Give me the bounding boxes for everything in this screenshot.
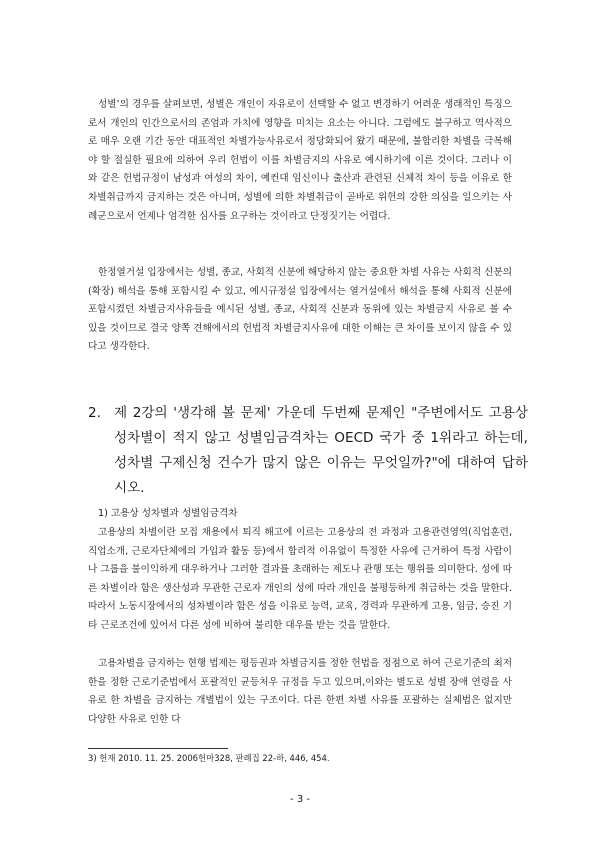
- section-subheading: 1) 고용상 성차별과 성별임금격차: [98, 508, 238, 519]
- footnote-divider: [88, 748, 228, 749]
- footnote: 3) 헌재 2010. 11. 25. 2006헌마328, 판례집 22-하, 446, 454.: [88, 753, 330, 763]
- paragraph-enumeration-theory: 한정열거설 입장에서는 성별, 종교, 사회적 신분에 해당하지 않는 중요한 차별 사유는 사회적 신분의 (확장) 해석을 통해 포함시킬 수 있고, 예시규정설 입장에서는 열거설에서 해석을 통해 사회적 신분에 포함시켰던 차별금지사유들을 예시된 성별, 종교, 사회적 신분과 동위에 있는 차별금지 사유로 볼 수 있을 것이므로 결국 양쪽 견해에서의 헌법적 차별금지사유에 대한 이해는 큰 차이를 보이지 않을 수 있다고 생각한다.: [88, 267, 512, 353]
- question-number: 2.: [88, 405, 101, 421]
- page-number: - 3 -: [290, 794, 310, 805]
- question-block: [88, 401, 528, 501]
- paragraph-gender-discrimination: 성별’의 경우를 살펴보면, 성별은 개인이 자유로이 선택할 수 없고 변경하기 어려운 생래적인 특징으로서 개인의 인간으로서의 존엄과 가치에 영향을 미치는 요소는 아니다. 그럼에도 불구하고 역사적으로 매우 오랜 기간 동안 대표적인 차별가능사유로서 정당화되어 왔기 때문에, 불합리한 차별을 극복해야 할 절실한 필요에 의하여 우리 헌법이 이를 차별금지의 사유로 예시하기에 이른 것이다. 그러나 이와 같은 헌법규정이 남성과 여성의 차이, 예컨대 임신이나 출산과 관련된 신체적 차이 등을 이유로 한 차별취급까지 금지하는 것은 아니며, 성별에 의한 차별취급이 곧바로 위헌의 강한 의심을 일으키는 사례군으로서 언제나 엄격한 심사를 요구하는 것이라고 단정짓기는 어렵다.: [88, 99, 512, 222]
- question-text: 제 2강의 '생각해 볼 문제' 가운데 두번째 문제인 "주변에서도 고용상 성차별이 적지 않고 성별임금격차는 OECD 국가 중 1위라고 하는데, 성차별 구제신청 건수가 많지 않은 이유는 무엇일까?"에 대하여 답하시오.: [114, 405, 528, 496]
- paragraph-employment-discrimination: 고용상의 차별이란 모집 채용에서 퇴직 해고에 이르는 고용상의 전 과정과 고용관련영역(직업훈련, 직업소개, 근로자단체에의 가입과 활동 등)에서 합리적 이유없이 특정한 사유에 근거하여 특정 사람이나 그룹을 불이익하게 대우하거나 그러한 결과를 초래하는 제도나 관행 또는 행위를 의미한다. 성에 따른 차별이라 함은 생산성과 무관한 근로자 개인의 성에 따라 개인을 불평등하게 취급하는 것을 말한다. 따라서 노동시장에서의 성차별이라 함은 성을 이유로 능력, 교육, 경력과 무관하게 고용, 임금, 승진 기타 근로조건에 있어서 다른 성에 비하여 불리한 대우를 받는 것을 말한다.: [88, 527, 512, 631]
- paragraph-legal-framework: 고용차별을 금지하는 현행 법제는 평등권과 차별금지를 정한 헌법을 정점으로 하여 근로기준의 최저한을 정한 근로기준법에서 포괄적인 균등처우 규정을 두고 있으며,이와는 별도로 성별 장애 연령을 사유로 한 차별을 금지하는 개별법이 있는 구조이다. 다른 한편 차별 사유를 포괄하는 실체법은 없지만 다양한 사유로 인한 다: [88, 658, 512, 725]
